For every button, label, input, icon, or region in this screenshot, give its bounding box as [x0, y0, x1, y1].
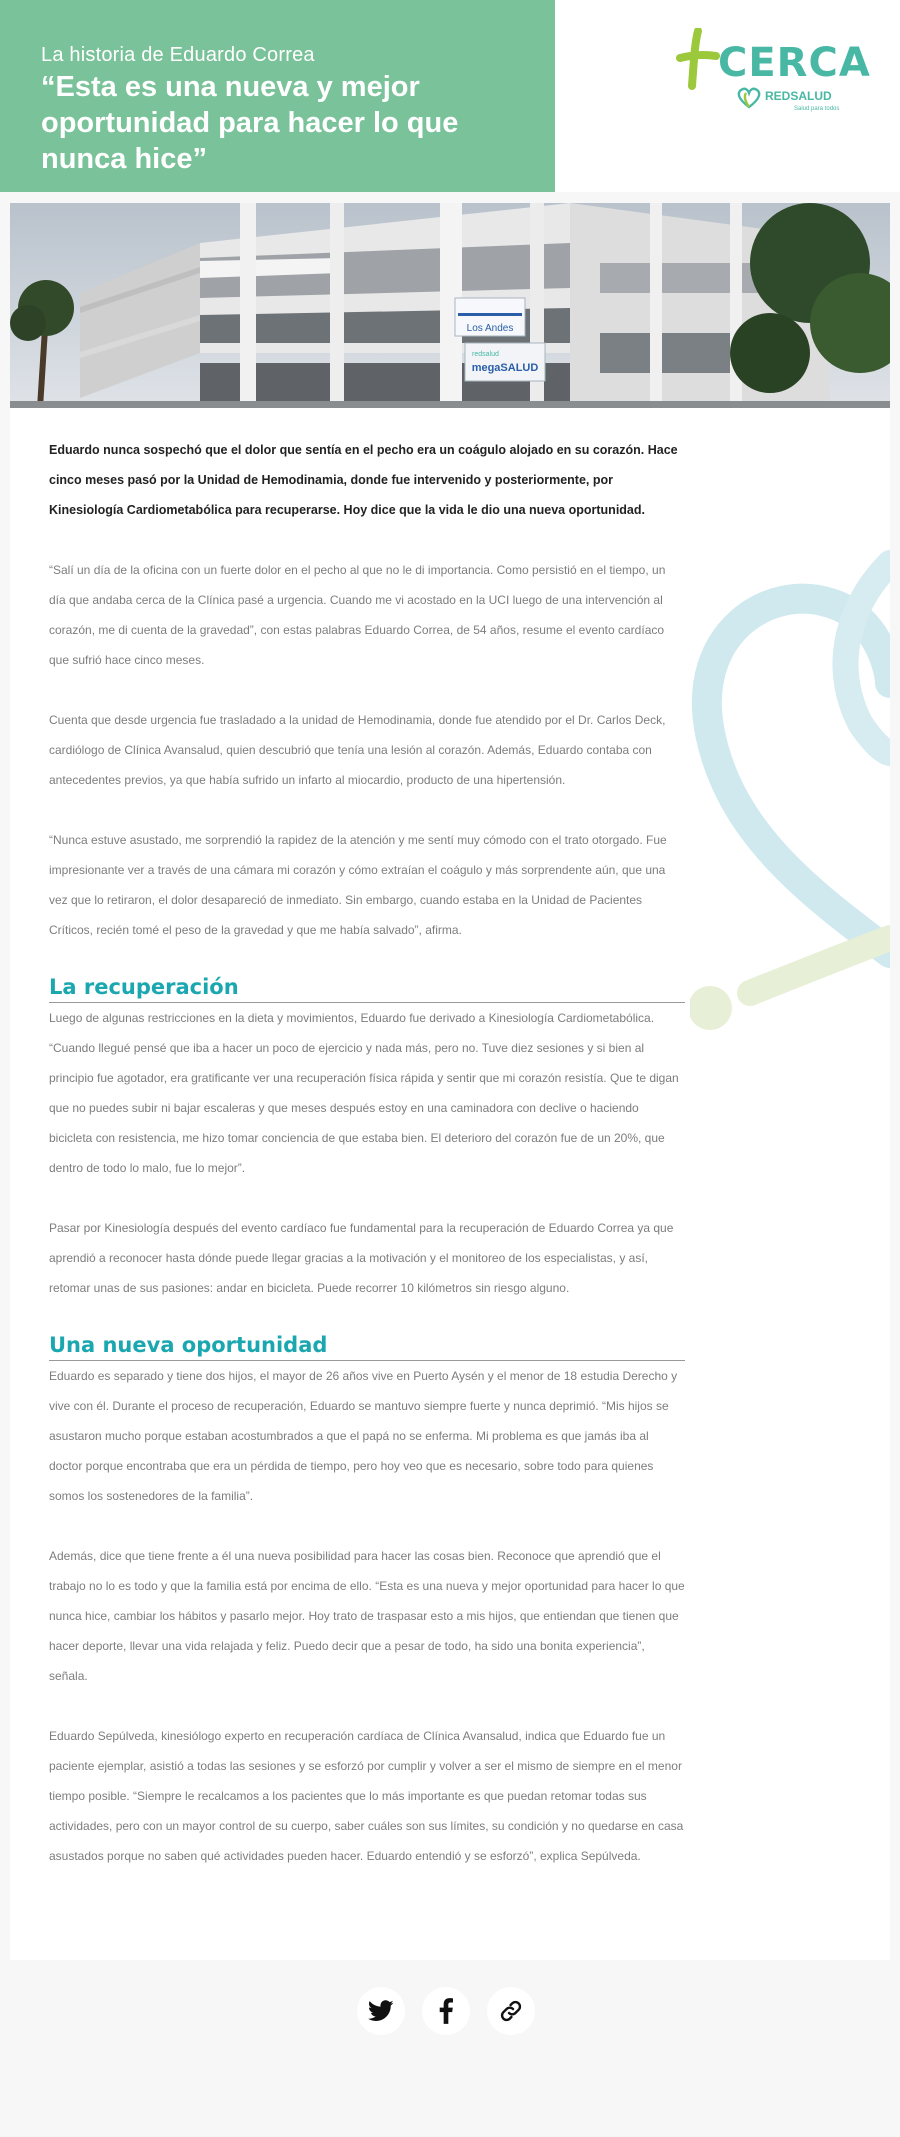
twitter-icon: [368, 2000, 394, 2022]
logo-tagline: Salud para todos: [794, 106, 840, 112]
logo-brand: REDSALUD: [765, 89, 832, 103]
heart-decoration: [690, 453, 890, 1033]
article-paragraph: Eduardo es separado y tiene dos hijos, el mayor de 26 años vive en Puerto Aysén y el menor de 18 estudia Derecho y vive con él. Durante el proceso de recuperación, Eduardo se mantuvo siempre fuerte y nunca deprimió. “Mis hijos se asustaron mucho porque estaban acostumbrados a que el papá no se enferma. Mi problema es que jamás iba al doctor porque encontraba que era un pérdida de tiempo, pero hoy veo que es necesario, sobre todo para quienes somos los sostenedores de la familia”.: [49, 1369, 678, 1503]
article-paragraph: Luego de algunas restricciones en la dieta y movimientos, Eduardo fue derivado a Kinesiología Cardiometabólica. “Cuando llegué pensé que iba a hacer un poco de ejercicio y nada más, pero no. Tuve diez sesiones y si bien al principio fue agotador, era gratificante ver una recuperación física rápida y sentir que mi corazón resistía. Que te digan que no puedes subir ni bajar escaleras y que meses después estoy en una caminadora con declive o haciendo bicicleta con resistencia, me hizo tomar conciencia de que estaba bien. El deterioro del corazón fue de un 20%, que dentro de todo lo malo, fue lo mejor”.: [49, 1011, 679, 1175]
article-paragraph: “Salí un día de la oficina con un fuerte dolor en el pecho al que no le di importancia. Como persistió en el tiempo, un día que andaba cerca de la Clínica pasé a urgencia. Cuando me vi acostado en la UCI luego de una intervención al corazón, me di cuenta de la gravedad”, con estas palabras Eduardo Correa, de 54 años, resume el evento cardíaco que sufrió hace cinco meses.: [49, 563, 666, 667]
article-paragraph: Cuenta que desde urgencia fue trasladado a la unidad de Hemodinamia, donde fue atendido por el Dr. Carlos Deck, cardiólogo de Clínica Avansalud, quien descubrió que tenía una lesión al corazón. Además, Eduardo contaba con antecedentes previos, ya que había sufrido un infarto al miocardio, producto de una hipertensión.: [49, 713, 666, 787]
story-headline: “Esta es una nueva y mejor oportunidad para hacer lo que nunca hice”: [41, 71, 459, 175]
heart-icon: [736, 87, 762, 109]
article-paragraph: “Nunca estuve asustado, me sorprendió la rapidez de la atención y me sentí muy cómodo con el trato otorgado. Fue impresionante ver a través de una cámara mi corazón y cómo extraían el coágulo y más sorprendente aún, que una vez que lo retiraron, el dolor desapareció de inmediato. Sin embargo, cuando estaba en la Unidad de Pacientes Críticos, recién tomé el peso de la gravedad y que me había salvado”, afirma.: [49, 833, 667, 937]
section-title-opportunity: Una nueva oportunidad: [49, 1333, 685, 1361]
article-card: [10, 203, 890, 1960]
facebook-icon: [439, 1998, 453, 2024]
story-kicker: La historia de Eduardo Correa: [41, 44, 315, 66]
sign-redsalud: redsalud: [472, 351, 499, 358]
article-paragraph: Pasar por Kinesiología después del evento cardíaco fue fundamental para la recuperación de Eduardo Correa ya que aprendió a reconocer hasta dónde puede llegar gracias a la motivación y el monitoreo de los especialistas, y así, retomar unas de sus pasiones: andar en bicicleta. Puede recorrer 10 kilómetros sin riesgo alguno.: [49, 1221, 674, 1295]
share-copy-link-button[interactable]: [487, 1987, 535, 2035]
sign-los-andes: Los Andes: [466, 323, 514, 334]
header-band: [0, 0, 555, 192]
section-title-recovery: La recuperación: [49, 975, 685, 1003]
logo-wordmark: CERCA: [718, 40, 871, 86]
article-paragraph: Eduardo Sepúlveda, kinesiólogo experto en recuperación cardíaca de Clínica Avansalud, indica que Eduardo fue un paciente ejemplar, asistió a todas las sesiones y se esforzó por cumplir y volver a ser el mismo de siempre en el menor tiempo posible. “Siempre le recalcamos a los pacientes que lo más importante es que puedan retomar todas sus actividades, pero con un mayor control de su cuerpo, saber cuáles son sus límites, su condición y no quedarse en casa asustados porque no saben qué actividades pueden hacer. Eduardo entendió y se esforzó”, explica Sepúlveda.: [49, 1729, 684, 1863]
sign-megasalud: megaSALUD: [471, 362, 539, 374]
share-twitter-button[interactable]: [357, 1987, 405, 2035]
share-facebook-button[interactable]: [422, 1987, 470, 2035]
hero-image: [10, 203, 890, 408]
header: [0, 0, 900, 192]
cerca-logo[interactable]: [670, 26, 870, 116]
article-paragraph: Además, dice que tiene frente a él una nueva posibilidad para hacer las cosas bien. Reconoce que aprendió que el trabajo no lo es todo y que la familia está por encima de ello. “Esta es una nueva y mejor oportunidad para hacer lo que nunca hice, cambiar los hábitos y pasarlo mejor. Hoy trato de traspasar esto a mis hijos, que entiendan que tienen que hacer deporte, llevar una vida relajada y feliz. Puedo decir que a pesar de todo, ha sido una bonita experiencia”, señala.: [49, 1549, 685, 1683]
article-body: [49, 435, 685, 1871]
article-lead: Eduardo nunca sospechó que el dolor que sentía en el pecho era un coágulo alojado en su corazón. Hace cinco meses pasó por la Unidad de Hemodinamia, donde fue intervenido y posteriormente, por Kinesiología Cardiometabólica para recuperarse. Hoy dice que la vida le dio una nueva oportunidad.: [49, 443, 678, 517]
cross-icon: [676, 28, 720, 92]
link-icon: [499, 1999, 523, 2023]
